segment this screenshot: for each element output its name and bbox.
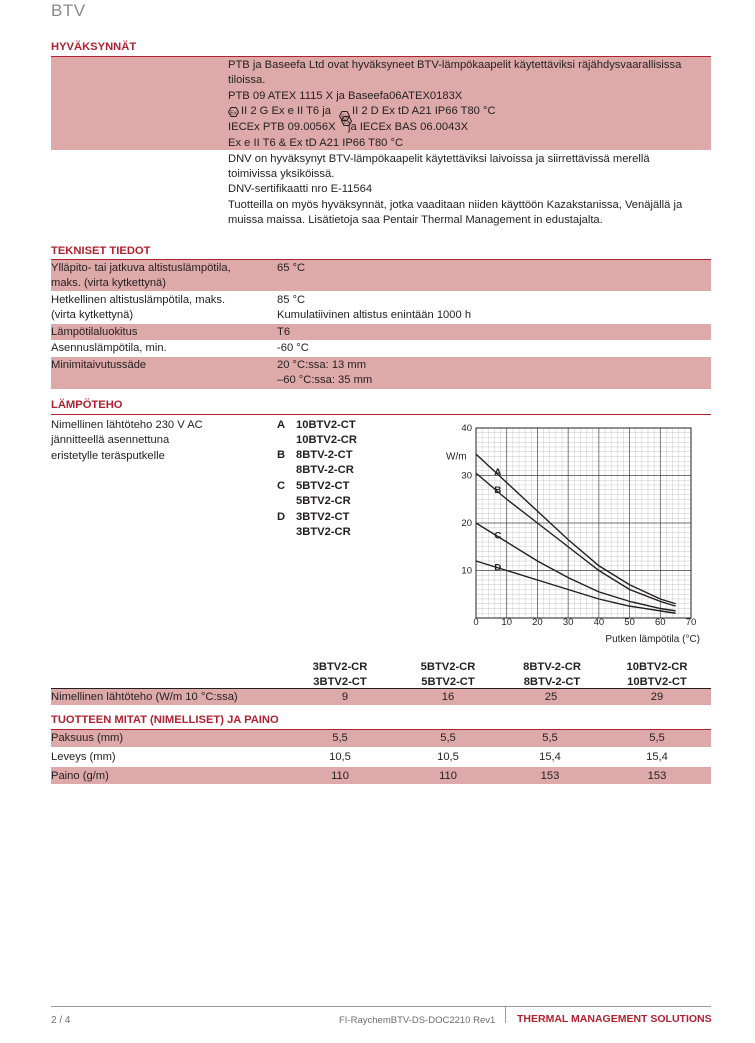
tech-row-label (51, 261, 231, 292)
approvals-line: tiloissa. (228, 74, 266, 87)
rating-column-header (393, 660, 503, 690)
tech-label-line: (virta kytkettynä) (51, 309, 134, 322)
rating-value: 29 (650, 691, 664, 703)
legend-product: 10BTV2-CR (296, 434, 357, 446)
page-title: BTV (51, 1, 86, 20)
tech-row-value: T6 (277, 326, 291, 338)
chart-x-label: Putken lämpötila (°C) (605, 634, 700, 645)
series-line-b (476, 473, 676, 606)
dims-heading: TUOTTEEN MITAT (NIMELLISET) JA PAINO (51, 714, 279, 726)
legend-product: 3BTV2-CT (296, 511, 350, 523)
tech-value-line: 85 °C (277, 294, 306, 306)
svg-text:Ex: Ex (230, 110, 237, 117)
approvals-line: DNV on hyväksynyt BTV-lämpökaapelit käytettäviksi laivoissa ja siirrettävissä merellä (228, 152, 650, 165)
tech-row-label: Asennuslämpötila, min. (51, 342, 167, 354)
footer-rule (51, 1006, 711, 1007)
chart-legend (277, 418, 397, 542)
dims-row-label: Leveys (mm) (51, 751, 116, 763)
tech-value-line: Kumulatiivinen altistus enintään 1000 h (277, 309, 472, 322)
power-heading: LÄMPÖTEHO (51, 399, 123, 411)
approvals-line: toimivissa yksiköissä. (228, 168, 335, 181)
chart-y-ticks (461, 423, 472, 577)
dims-value: 110 (439, 770, 457, 782)
power-chart (420, 418, 710, 650)
y-tick-label: 10 (461, 565, 472, 577)
legend-letter: B (277, 449, 286, 461)
footer-separator (505, 1006, 506, 1023)
ex-marking-dust: II 2 D Ex tD A21 IP66 T80 °C (352, 105, 496, 118)
iecex-line (228, 120, 713, 136)
dims-row-label: Paino (g/m) (51, 770, 109, 782)
x-tick-label: 30 (562, 617, 574, 628)
tech-label-line: Hetkellinen altistuslämpötila, maks. (51, 294, 226, 306)
legend-product: 10BTV2-CT (296, 419, 356, 431)
series-line-c (476, 523, 676, 611)
legend-letter: D (277, 511, 286, 523)
power-desc-line: eristetylle teräsputkelle (51, 449, 165, 462)
column-product: 3BTV2-CR (312, 661, 368, 673)
column-product: 3BTV2-CT (313, 676, 367, 688)
chart-x-ticks (473, 617, 696, 628)
dims-row-band (51, 730, 711, 747)
tech-row-value (277, 358, 372, 389)
rating-column-header (602, 660, 712, 690)
ex-hexagon-icon (228, 107, 239, 117)
rating-row-label: Nimellinen lähtöteho (W/m 10 °C:ssa) (51, 691, 238, 703)
x-tick-label: 40 (593, 617, 605, 628)
legend-letter: A (277, 419, 286, 431)
approvals-text (228, 58, 713, 229)
dims-row-band (51, 767, 711, 784)
column-product: 10BTV2-CR (626, 661, 688, 673)
column-product: 5BTV2-CR (420, 661, 476, 673)
dims-row-label: Paksuus (mm) (51, 732, 124, 744)
approvals-line: muissa maissa. Lisätietoja saa Pentair Thermal Management in edustajalta. (228, 214, 603, 227)
dims-value: 10,5 (329, 751, 351, 763)
x-tick-label: 50 (624, 617, 635, 628)
y-tick-label: 20 (461, 518, 472, 529)
dims-value: 15,4 (539, 751, 561, 763)
dims-value: 110 (331, 770, 349, 782)
tech-row-label (51, 293, 225, 324)
series-label-d: D (494, 562, 502, 574)
footer-doc-id: FI-RaychemBTV-DS-DOC2210 Rev1 (339, 1015, 496, 1026)
tech-value-line: –60 °C:ssa: 35 mm (277, 374, 373, 387)
tech-row-value: 65 °C (277, 262, 306, 274)
power-desc-line: Nimellinen lähtöteho 230 V AC (51, 419, 203, 431)
dims-value: 15,4 (646, 751, 668, 763)
rating-value: 9 (341, 691, 349, 703)
column-product: 10BTV2-CT (627, 676, 687, 688)
tech-row-band (51, 357, 711, 389)
ex-marking-line (228, 104, 713, 120)
section-rule (51, 414, 711, 415)
approvals-line: Tuotteilla on myös hyväksynnät, jotka vaaditaan niiden käyttöön Kazakstanissa, Venäjällä ja (228, 198, 683, 211)
dims-value: 153 (540, 770, 560, 782)
series-label-a: A (494, 467, 502, 479)
legend-product: 5BTV2-CT (296, 480, 350, 492)
svg-text:Ex: Ex (343, 119, 350, 126)
legend-letter: C (277, 480, 286, 492)
power-description (51, 418, 203, 464)
y-tick-label: 30 (461, 470, 472, 482)
dims-value: 5,5 (440, 732, 456, 744)
tech-row-value: -60 °C (277, 342, 309, 354)
svg-text:Ex: Ex (341, 114, 348, 121)
ex-t6-line: Ex e II T6 & Ex tD A21 IP66 T80 °C (228, 137, 404, 150)
power-desc-line: jännitteellä asennettuna (51, 434, 170, 447)
legend-product: 5BTV2-CR (296, 495, 351, 507)
approvals-line: DNV-sertifikaatti nro E-11564 (228, 183, 373, 196)
footer-page-number: 2 / 4 (51, 1015, 71, 1026)
rating-value: 16 (441, 691, 455, 703)
rating-column-header (497, 660, 607, 690)
series-label-c: C (494, 530, 502, 542)
dims-value: 10,5 (437, 751, 459, 763)
chart-y-label: W/m (446, 451, 467, 463)
dims-value: 5,5 (542, 732, 558, 744)
dims-value: 5,5 (649, 732, 665, 744)
tech-label-line: maks. (virta kytkettynä) (51, 277, 167, 290)
approvals-heading: HYVÄKSYNNÄT (51, 41, 137, 53)
dims-value: 153 (647, 770, 667, 782)
column-product: 8BTV-2-CR (523, 661, 581, 673)
approvals-line: PTB ja Baseefa Ltd ovat hyväksyneet BTV-lämpökaapelit käytettäviksi räjähdysvaarallisissa (228, 59, 682, 71)
tech-row-value (277, 293, 471, 324)
x-tick-label: 60 (654, 617, 666, 628)
dims-value: 5,5 (332, 732, 348, 744)
iecex-ptb: IECEx PTB 09.0056X (228, 121, 336, 134)
legend-product: 8BTV-2-CR (296, 464, 354, 476)
tech-label-line: Ylläpito- tai jatkuva altistuslämpötila, (51, 262, 231, 274)
column-product: 5BTV2-CT (421, 676, 475, 688)
tech-row-label: Lämpötilaluokitus (51, 326, 138, 338)
tech-row-band (51, 324, 711, 340)
iecex-bas: ja IECEx BAS 06.0043X (348, 121, 469, 134)
legend-product: 3BTV2-CR (296, 526, 351, 538)
footer-brand: THERMAL MANAGEMENT SOLUTIONS (517, 1013, 712, 1025)
rating-value: 25 (544, 691, 558, 703)
tech-row-label: Minimitaivutussäde (51, 359, 147, 371)
rating-column-header (285, 660, 395, 690)
tech-value-line: 20 °C:ssa: 13 mm (277, 359, 367, 371)
tech-heading: TEKNISET TIEDOT (51, 245, 151, 257)
legend-product: 8BTV-2-CT (296, 449, 353, 461)
column-product: 8BTV-2-CT (523, 676, 581, 688)
x-tick-label: 0 (473, 617, 479, 628)
approvals-line: PTB 09 ATEX 1115 X ja Baseefa06ATEX0183X (228, 89, 463, 102)
series-label-b: B (494, 484, 502, 496)
x-tick-label: 20 (532, 617, 543, 628)
x-tick-label: 10 (501, 617, 513, 628)
y-tick-label: 40 (461, 423, 472, 434)
ex-marking-gas: II 2 G Ex e II T6 ja (241, 105, 331, 118)
x-tick-label: 70 (685, 617, 697, 628)
